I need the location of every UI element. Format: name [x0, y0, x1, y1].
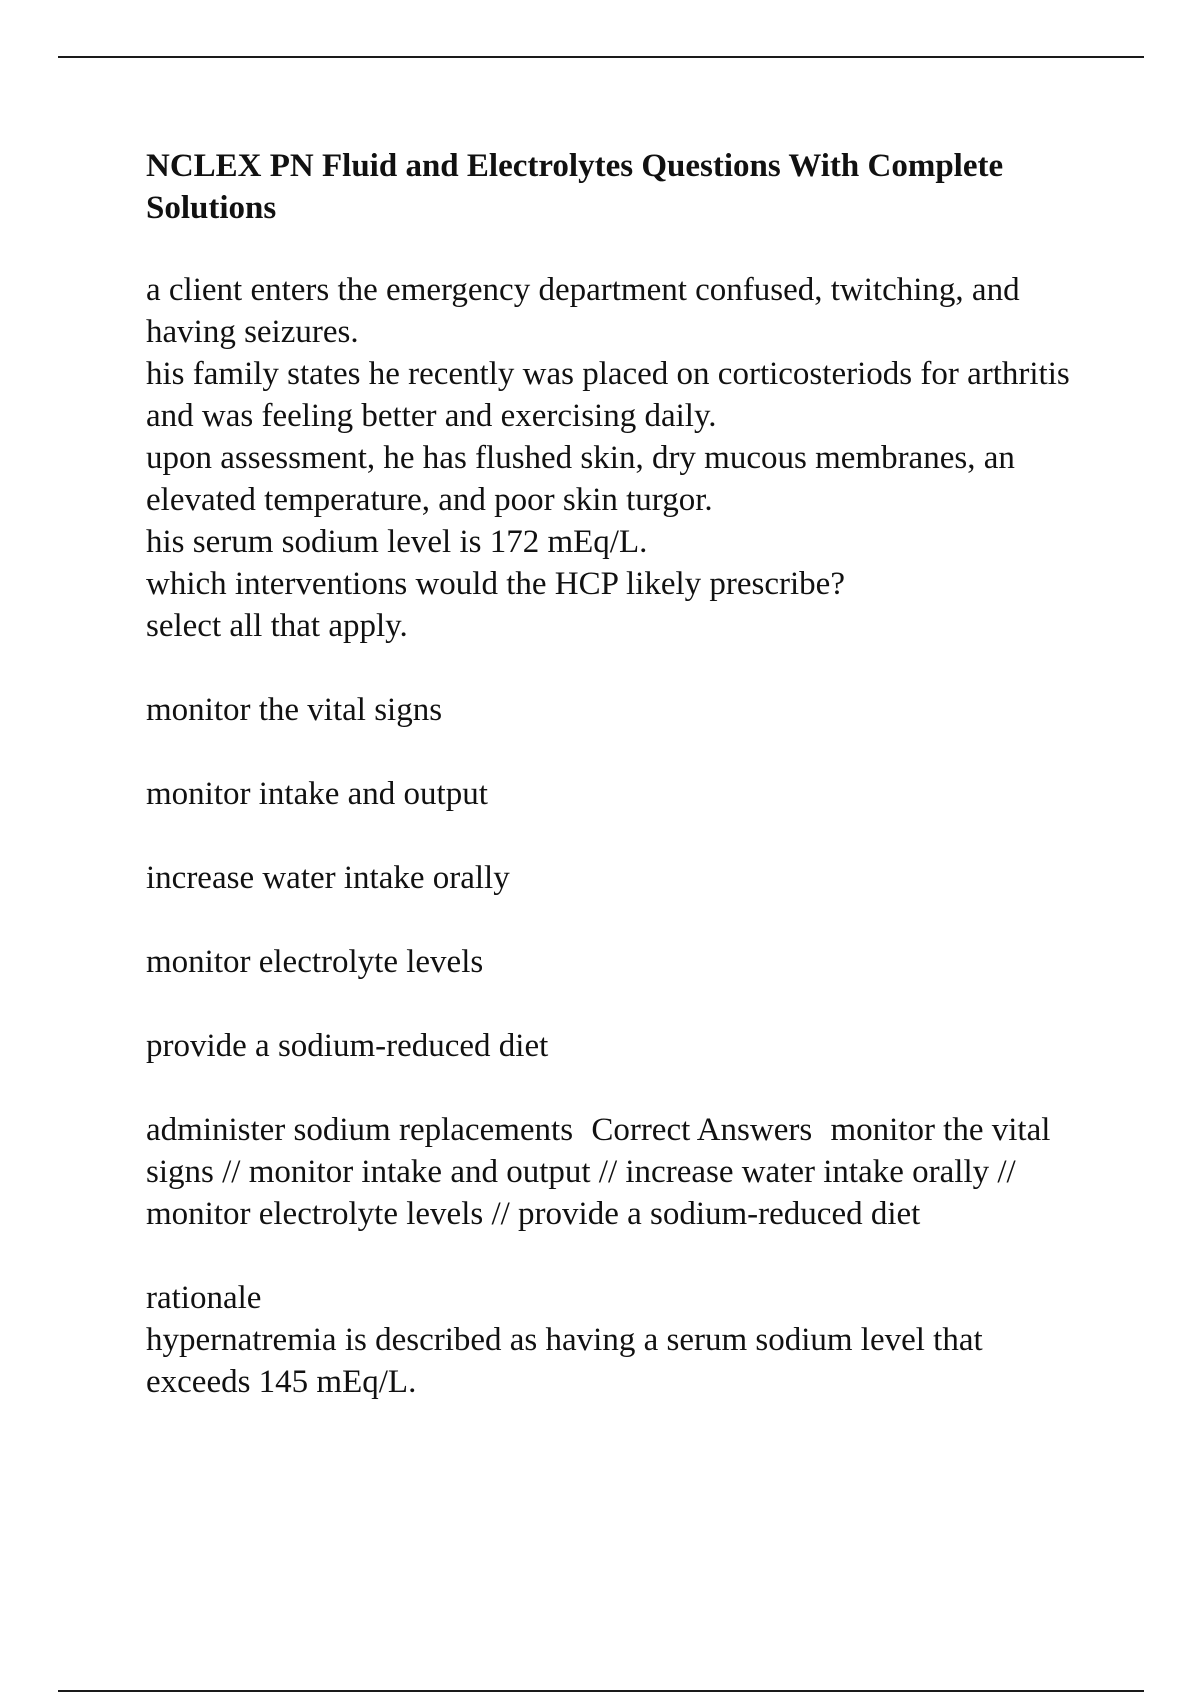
answer-option: increase water intake orally	[146, 860, 510, 896]
bottom-rule	[58, 1690, 1144, 1692]
rationale-text: hypernatremia is described as having a serum sodium level that exceeds 145 mEq/L.	[146, 1322, 983, 1400]
question-stem	[146, 269, 1086, 647]
answer-block	[146, 1109, 1086, 1235]
answer-option: provide a sodium-reduced diet	[146, 1028, 549, 1064]
document-title: NCLEX PN Fluid and Electrolytes Questions With Complete Solutions	[146, 148, 1004, 226]
correct-answers-text: monitor the vital signs // monitor intake and output // increase water intake orally // monitor electrolyte levels // provide a sodium-reduced diet	[146, 1112, 1051, 1232]
question-line: which interventions would the HCP likely prescribe?	[146, 566, 845, 602]
answer-options	[146, 689, 1086, 1067]
correct-answers-label: Correct Answers	[591, 1112, 813, 1148]
last-option: administer sodium replacements	[146, 1112, 574, 1148]
question-line: select all that apply.	[146, 608, 408, 644]
question-line: a client enters the emergency department confused, twitching, and having seizures.	[146, 272, 1020, 350]
document-body	[146, 145, 1086, 1403]
question-line: upon assessment, he has flushed skin, dry mucous membranes, an elevated temperature, and poor skin turgor.	[146, 440, 1015, 518]
answer-option: monitor electrolyte levels	[146, 944, 484, 980]
question-line: his family states he recently was placed on corticosteriods for arthritis and was feeling better and exercising daily.	[146, 356, 1070, 434]
top-rule	[58, 56, 1144, 58]
rationale-heading: rationale	[146, 1280, 262, 1316]
question-line: his serum sodium level is 172 mEq/L.	[146, 524, 648, 560]
answer-option: monitor the vital signs	[146, 692, 443, 728]
rationale-block	[146, 1277, 1086, 1403]
answer-option: monitor intake and output	[146, 776, 488, 812]
